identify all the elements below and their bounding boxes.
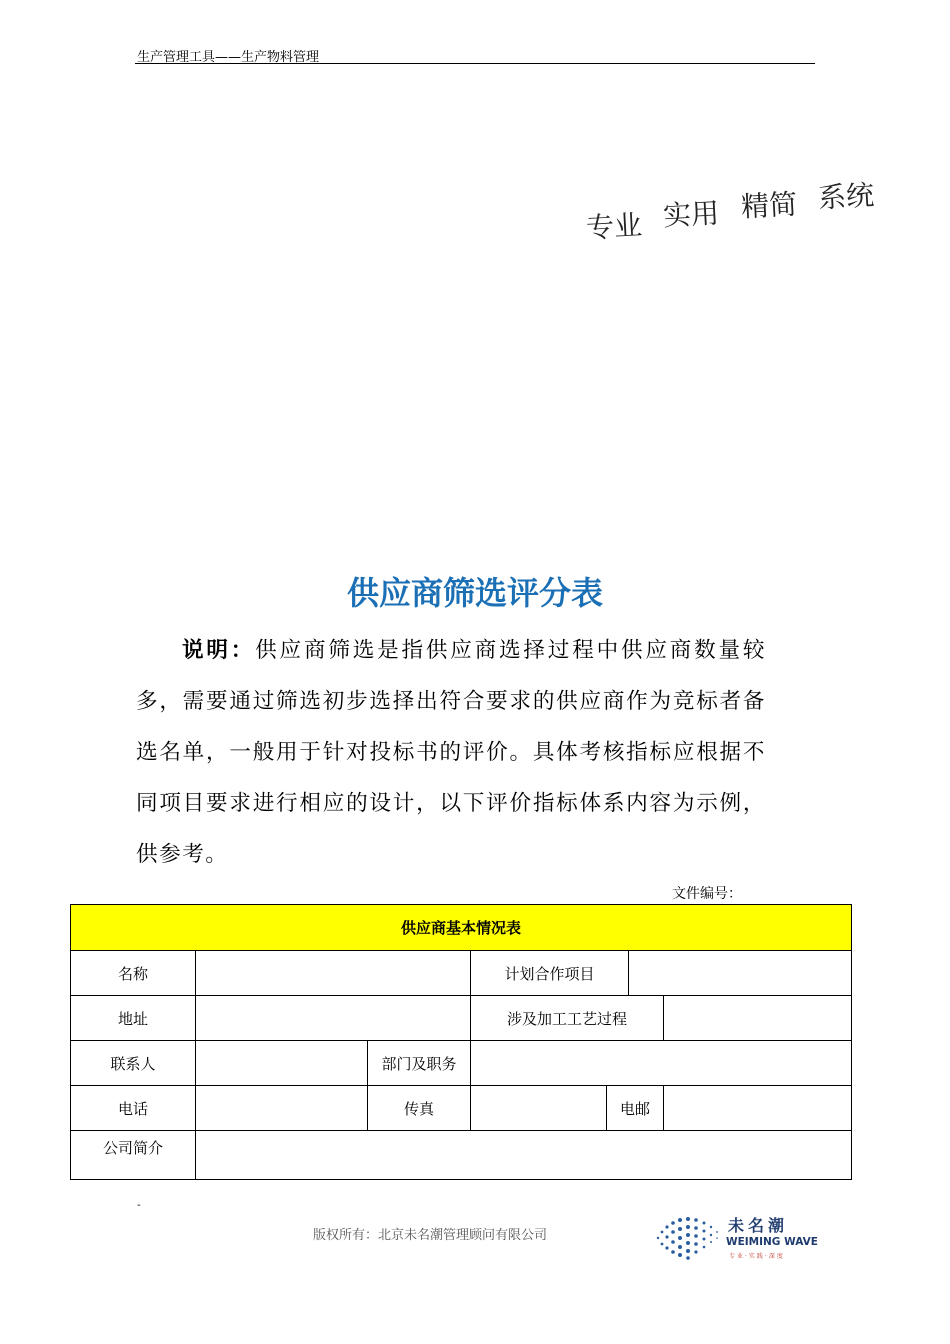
table-row	[71, 1086, 852, 1131]
slogan-word-2: 实用	[662, 196, 720, 233]
table-title: 供应商基本情况表	[71, 905, 852, 951]
plan-project-label: 计划合作项目	[471, 951, 629, 996]
name-label: 名称	[71, 951, 196, 996]
phone-label: 电话	[71, 1086, 196, 1131]
slogan-word-3: 精简	[740, 187, 798, 224]
email-label: 电邮	[607, 1086, 664, 1131]
table-row	[71, 1041, 852, 1086]
dept-label: 部门及职务	[368, 1041, 471, 1086]
phone-value-cell[interactable]	[196, 1086, 368, 1131]
footer-dash: -	[137, 1200, 141, 1211]
description-label: 说明：	[182, 638, 256, 663]
logo-tagline: 专业·实践·深度	[729, 1253, 785, 1260]
name-value-cell[interactable]	[196, 951, 471, 996]
dept-value-cell[interactable]	[471, 1041, 852, 1086]
logo-en-text: WEIMING WAVE	[726, 1236, 818, 1248]
document-title: 供应商筛选评分表	[346, 574, 603, 612]
slogan-word-1: 专业	[585, 208, 643, 245]
slogan-word-4: 系统	[817, 178, 875, 215]
contact-label: 联系人	[71, 1041, 196, 1086]
table-row	[71, 1131, 852, 1180]
supplier-info-table	[70, 904, 852, 1180]
intro-value-cell[interactable]	[196, 1131, 852, 1180]
process-label: 涉及加工工艺过程	[471, 996, 664, 1041]
process-value-cell[interactable]	[664, 996, 852, 1041]
header-text: 生产管理工具——生产物料管理	[137, 50, 320, 65]
email-value-cell[interactable]	[664, 1086, 852, 1131]
table-row	[71, 996, 852, 1041]
description-paragraph	[136, 625, 766, 880]
intro-label: 公司简介	[71, 1131, 196, 1180]
address-value-cell[interactable]	[196, 996, 471, 1041]
address-label: 地址	[71, 996, 196, 1041]
table-row	[71, 951, 852, 996]
header-divider	[135, 63, 815, 64]
fax-label: 传真	[368, 1086, 471, 1131]
copyright-text: 版权所有：北京未名潮管理顾问有限公司	[313, 1228, 548, 1243]
logo-cn-text: 未名潮	[728, 1216, 789, 1235]
description-body: 供应商筛选是指供应商选择过程中供应商数量较多，需要通过筛选初步选择出符合要求的供应商作为竞标者备选名单，一般用于针对投标书的评价。具体考核指标应根据不同项目要求进行相应的设计，以下评价指标体系内容为示例，供参考。	[136, 638, 766, 867]
doc-number-label: 文件编号：	[672, 886, 742, 902]
fax-value-cell[interactable]	[471, 1086, 607, 1131]
plan-project-value-cell[interactable]	[629, 951, 852, 996]
contact-value-cell[interactable]	[196, 1041, 368, 1086]
